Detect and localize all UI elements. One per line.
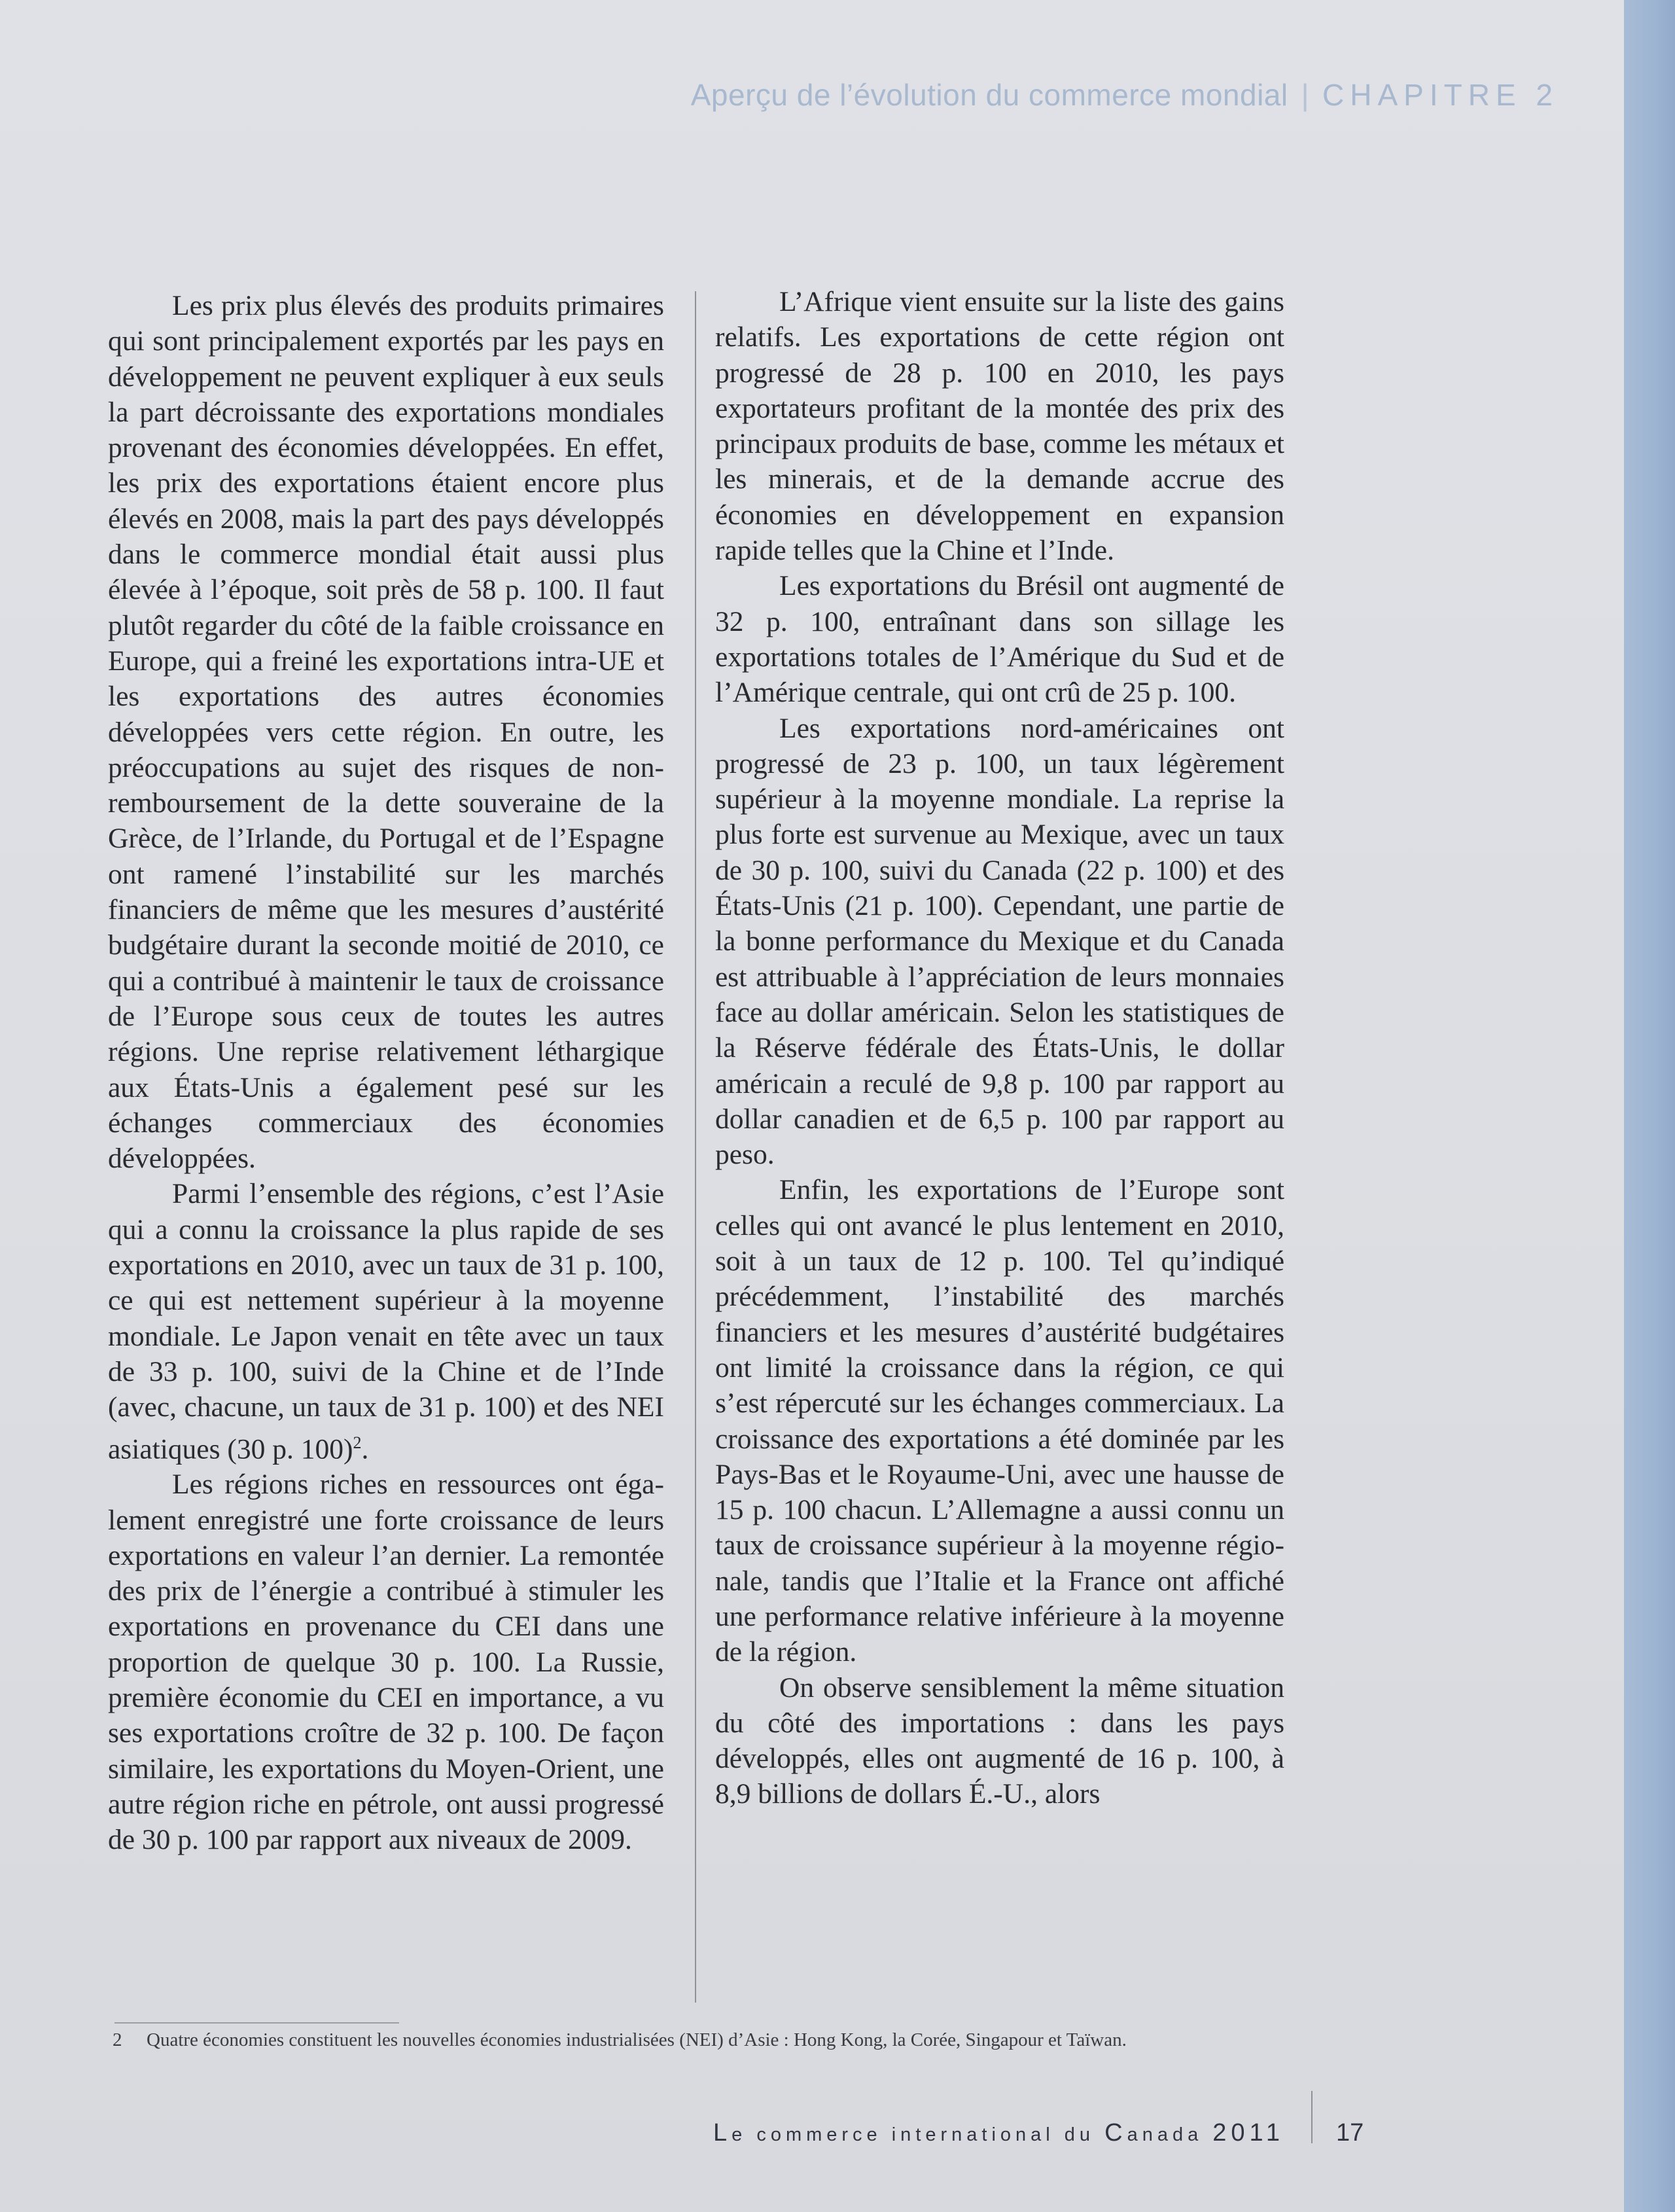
paragraph: Enfin, les exportations de l’Europe sont celles qui ont avancé le plus lentement en 2010, soit à un taux de 12 p. 100. Tel qu’indiqué précédemment, l’instabilité des marchés financiers et les mesures d’austérité budgétaires ont limité la croissance dans la région, ce qui s’est répercuté sur les échanges commerciaux. La croissance des exportations a été dominée par les Pays-Bas et le Royaume-Uni, avec une hausse de 15 p. 100 chacun. L’Allemagne a aussi connu un taux de croissance supérieur à la moyenne régionale, tandis que l’Italie et la France ont affiché une performance relative inférieure à la moyenne de la région.	[715, 1174, 1284, 1668]
paragraph	[108, 1176, 664, 1467]
footer-title-initial: L	[713, 2119, 732, 2147]
page-number: 17	[1336, 2119, 1364, 2147]
footer-title-initial: C	[1104, 2119, 1127, 2147]
side-color-band	[1624, 0, 1675, 2212]
footnote-rule	[115, 2022, 399, 2024]
chapter-label: CHAPITRE 2	[1322, 78, 1559, 112]
running-head	[691, 77, 1559, 113]
paragraph: Les prix plus élevés des produits primaires qui sont principalement exportés par les pays en développement ne peuvent expliquer à eux seuls la part décroissante des exportations mondiales provenant des économies développées. En effet, les prix des exportations étaient encore plus élevés en 2008, mais la part des pays développés dans le commerce mondial était aussi plus élevée à l’époque, soit près de 58 p. 100. Il faut plutôt regarder du côté de la faible croissance en Europe, qui a freiné les exportations intra-UE et les exportations des autres économies développées vers cette région. En outre, les préoccupations au sujet des risques de non-remboursement de la dette souveraine de la Grèce, de l’Irlande, du Portugal et de l’Espagne ont ramené l’instabilité sur les marchés financiers de même que les mesures d’austérité budgétaire durant la seconde moitié de 2010, ce qui a contribué à maintenir le taux de croissance de l’Europe sous ceux de toutes les autres régions. Une reprise relativement léthargique aux États-Unis a également pesé sur les échanges commerciaux des économies développées.	[108, 290, 664, 1175]
paragraph: On observe sensiblement la même situation du côté des importations : dans les pays développés, elles ont augmenté de 16 p. 100, à 8,9 billions de dollars É.-U., alors	[715, 1671, 1284, 1810]
paragraph: Les exportations du Brésil ont augmenté de 32 p. 100, entraînant dans son sillage les exportations totales de l’Amérique du Sud et de l’Amérique centrale, qui ont crû de 25 p. 100.	[715, 570, 1284, 709]
footer-divider	[1311, 2091, 1313, 2143]
paragraph: L’Afrique vient ensuite sur la liste des gains relatifs. Les exportations de cette région ont progressé de 28 p. 100 en 2010, les pays exportateurs profitant de la montée des prix des principaux produits de base, comme les métaux et les minerais, et de la demande accrue des économies en développement en expansion rapide telles que la Chine et l’Inde.	[715, 286, 1284, 567]
right-column	[715, 284, 1284, 1914]
footer-title-part: anada	[1127, 2124, 1213, 2145]
footer-title-part: e	[732, 2124, 757, 2145]
footnote-text: Quatre économies constituent les nouvelles économies industrialisées (NEI) d’Asie : Hong Kong, la Corée, Singapour et Taïwan.	[147, 2029, 1127, 2050]
column-divider	[695, 291, 696, 2003]
running-head-separator: |	[1301, 78, 1310, 112]
footnote	[113, 2027, 1264, 2053]
paragraph: Les exportations nord-américaines ont progressé de 23 p. 100, un taux légèrement supérieur à la moyenne mondiale. La reprise la plus forte est survenue au Mexique, avec un taux de 30 p. 100, suivi du Canada (22 p. 100) et des États-Unis (21 p. 100). Cependant, une partie de la bonne performance du Mexique et du Canada est attribuable à l’appréciation de leurs monnaies face au dollar américain. Selon les statistiques de la Réserve fédérale des États-Unis, le dollar américain a reculé de 9,8 p. 100 par rapport au dollar canadien et de 6,5 p. 100 par rapport au peso.	[715, 712, 1284, 1171]
running-head-title: Aperçu de l’évolution du commerce mondial	[690, 78, 1288, 112]
paragraph-text: Parmi l’ensemble des régions, c’est l’Asie qui a connu la croissance la plus rapide de ses exportations en 2010, avec un taux de 31 p. 100, ce qui est nettement supérieur à la moyenne mondiale. Le Japon venait en tête avec un taux de 33 p. 100, suivi de la Chine et de l’Inde (avec, chacune, un taux de 31 p. 100) et des NEI asiatiques (30 p. 100)	[108, 1178, 664, 1465]
paragraph: Les régions riches en ressources ont également enregistré une forte croissance de leurs exportations en valeur l’an dernier. La remontée des prix de l’énergie a contribué à stimuler les exportations en provenance du CEI dans une proportion de quelque 30 p. 100. La Russie, première économie du CEI en importance, a vu ses exportations croître de 32 p. 100. De façon similaire, les exportations du Moyen-Orient, une autre région riche en pétrole, ont aussi progressé de 30 p. 100 par rapport aux niveaux de 2009.	[108, 1469, 664, 1856]
footnote-reference[interactable]: 2	[353, 1433, 362, 1452]
footer-title-part: commerce international du	[756, 2124, 1105, 2145]
left-column	[108, 288, 664, 1918]
footer-publication-title	[650, 2119, 1284, 2147]
footnote-number: 2	[113, 2029, 122, 2050]
paragraph-end: .	[361, 1433, 369, 1465]
footer-year: 2011	[1212, 2119, 1284, 2147]
